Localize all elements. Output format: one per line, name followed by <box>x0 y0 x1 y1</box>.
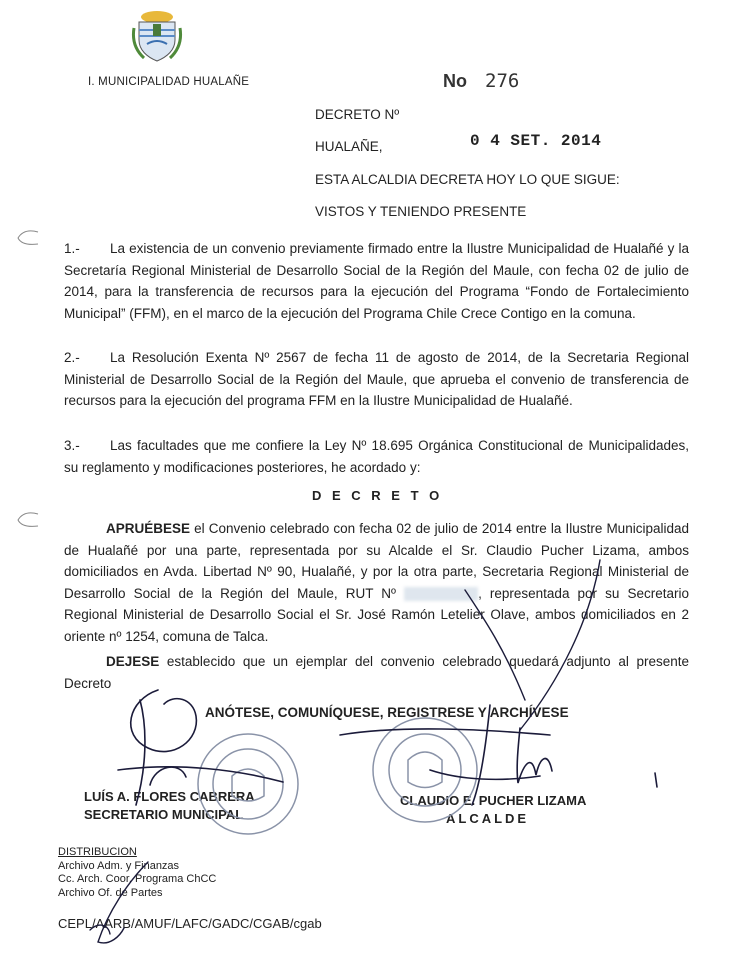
secretary-title: SECRETARIO MUNICIPAL <box>84 807 244 822</box>
leave-text: establecido que un ejemplar del convenio celebrado quedará adjunto al presente Decreto <box>64 654 689 691</box>
consideration-number: 3.- <box>64 438 80 453</box>
distribution-item: Cc. Arch. Coor. Programa ChCC <box>58 873 217 885</box>
consideration-text: Las facultades que me confiere la Ley Nº 18.695 Orgánica Constitucional de Municipalidades, su reglamento y modificaciones posteriores, he acordado y: <box>64 438 689 475</box>
closing-formula: ANÓTESE, COMUNÍQUESE, REGISTRESE Y ARCHÍVESE <box>205 705 569 720</box>
distribution-heading: DISTRIBUCION <box>58 846 137 858</box>
number-prefix: No <box>443 71 467 91</box>
place-label: HUALAÑE, <box>315 139 383 154</box>
consideration-number: 1.- <box>64 241 80 256</box>
approve-keyword: APRUÉBESE <box>106 521 191 536</box>
date-stamp: 0 4 SET. 2014 <box>470 132 602 150</box>
mayor-name: CLAUDIO E. PUCHER LIZAMA <box>400 793 587 808</box>
vistos-line: VISTOS Y TENIENDO PRESENTE <box>315 204 527 219</box>
consideration-3 <box>64 435 689 478</box>
consideration-number: 2.- <box>64 350 80 365</box>
number-value: 276 <box>485 70 520 92</box>
municipality-name: I. MUNICIPALIDAD HUALAÑE <box>88 76 250 88</box>
decree-number <box>443 70 519 92</box>
secretary-signature-block <box>84 788 255 824</box>
punch-hole-mark <box>14 510 40 530</box>
leave-keyword: DEJESE <box>106 654 160 669</box>
decree-label: DECRETO Nº <box>315 107 400 122</box>
leave-paragraph <box>64 651 689 694</box>
punch-hole-mark <box>14 228 40 248</box>
consideration-2 <box>64 347 689 412</box>
redacted-rut <box>404 587 478 601</box>
secretary-name: LUÍS A. FLORES CABRERA <box>84 789 255 804</box>
consideration-text: La Resolución Exenta Nº 2567 de fecha 11 de agosto de 2014, de la Secretaria Regional Ministerial de Desarrollo Social de la Región del Maule, que aprueba el convenio de transferencia de recursos para la ejecución del programa FFM en la Ilustre Municipalidad de Hualañé. <box>64 350 689 409</box>
decree-heading: D E C R E T O <box>312 488 443 503</box>
municipal-crest-logo <box>130 8 184 64</box>
distribution-item: Archivo Of. de Partes <box>58 886 163 899</box>
mayor-title: ALCALDE <box>446 811 530 826</box>
distribution-item: Archivo Adm. y Finanzas <box>58 859 180 872</box>
approve-text-continued: , representada por su Secretario Regional Ministerial de Desarrollo Social el Sr. José Ramón Letelier Olave, ambos domiciliados en 2 oriente nº 1254, comuna de Talca. <box>64 585 689 644</box>
approve-text: el Convenio celebrado con fecha 02 de julio de 2014 entre la Ilustre Municipalidad de Hualañé por una parte, representada por su Alcalde el Sr. Claudio Pucher Lizama, ambos domiciliados en Avda. Libertad Nº 90, Hualañé, y por la otra parte, Secretaria Regional Ministerial de Desarrollo Social de la Región del Maule, RUT Nº <box>64 521 689 601</box>
typist-initials: CEPL/AARB/AMUF/LAFC/GADC/CGAB/cgab <box>58 916 322 931</box>
mayor-handwritten-signature <box>340 705 657 805</box>
distribution-list <box>58 846 216 900</box>
consideration-1 <box>64 238 689 324</box>
decrees-line: ESTA ALCALDIA DECRETA HOY LO QUE SIGUE: <box>315 172 620 187</box>
consideration-text: La existencia de un convenio previamente firmado entre la Ilustre Municipalidad de Hualañé y la Secretaría Regional Ministerial de Desarrollo Social de la Región del Maule, con fecha 02 de julio de 2014, para la transferencia de recursos para la ejecución del Programa “Fondo de Fortalecimiento Municipal” (FFM), en el marco de la ejecución del Programa Chile Crece Contigo en la comuna. <box>64 241 689 321</box>
mayor-signature-block <box>400 792 586 828</box>
approve-paragraph <box>64 518 689 648</box>
